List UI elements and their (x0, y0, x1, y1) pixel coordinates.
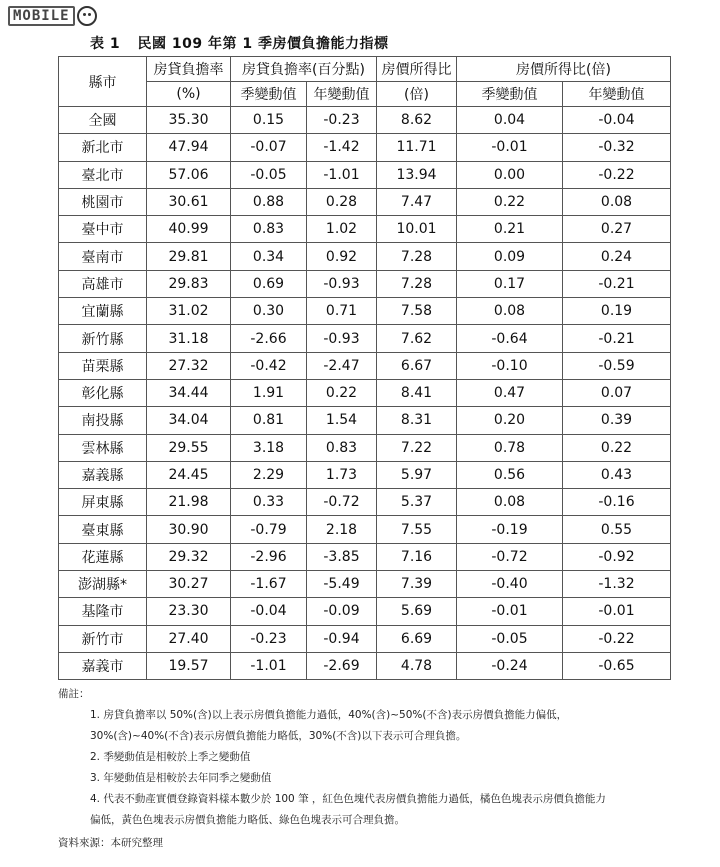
cell-price-income-quarterly: -0.19 (457, 516, 563, 543)
cell-county: 全國 (59, 107, 147, 134)
cell-price-income-quarterly: 0.09 (457, 243, 563, 270)
cell-mortgage-quarterly: 0.30 (231, 298, 307, 325)
table-row (59, 216, 671, 243)
cell-mortgage-ratio: 29.55 (147, 434, 231, 461)
note-4: 4. 代表不動產實價登錄資料樣本數少於 100 筆 ，紅色色塊代表房價負擔能力過低，橘色色塊表示房價負擔能力 (90, 793, 606, 805)
table-row (59, 270, 671, 297)
table-row (59, 625, 671, 652)
cell-mortgage-annual: -5.49 (307, 571, 377, 598)
header-mortgage-ratio: 房貸負擔率 (147, 57, 231, 82)
cell-price-income-quarterly: -0.10 (457, 352, 563, 379)
table-title: 民國 109 年第 1 季房價負擔能力指標 (137, 36, 389, 52)
header-price-income-annual: 年變動值 (563, 82, 671, 107)
cell-mortgage-quarterly: -1.01 (231, 652, 307, 679)
cell-mortgage-quarterly: -0.04 (231, 598, 307, 625)
cell-price-income-quarterly: 0.00 (457, 161, 563, 188)
table-row (59, 543, 671, 570)
cell-price-income-annual: 0.19 (563, 298, 671, 325)
cell-price-income-quarterly: 0.47 (457, 379, 563, 406)
cell-mortgage-ratio: 35.30 (147, 107, 231, 134)
housing-affordability-table (58, 56, 671, 680)
cell-mortgage-annual: -2.69 (307, 652, 377, 679)
cell-mortgage-quarterly: 3.18 (231, 434, 307, 461)
cell-county: 臺中市 (59, 216, 147, 243)
cell-mortgage-ratio: 29.81 (147, 243, 231, 270)
cell-mortgage-ratio: 29.32 (147, 543, 231, 570)
cell-price-income-annual: -0.21 (563, 270, 671, 297)
cell-price-income-annual: -0.22 (563, 161, 671, 188)
cell-price-income-quarterly: 0.22 (457, 188, 563, 215)
cell-price-income-annual: 0.07 (563, 379, 671, 406)
table-row (59, 461, 671, 488)
cell-price-income: 7.55 (377, 516, 457, 543)
cell-mortgage-ratio: 27.40 (147, 625, 231, 652)
table-row (59, 434, 671, 461)
cell-price-income: 10.01 (377, 216, 457, 243)
cell-mortgage-annual: 0.22 (307, 379, 377, 406)
table-row (59, 352, 671, 379)
cell-price-income-quarterly: -0.40 (457, 571, 563, 598)
cell-price-income: 5.69 (377, 598, 457, 625)
note-1: 1. 房貸負擔率以 50%(含)以上表示房價負擔能力過低，40%(含)~50%(不含)表示房價負擔能力偏低， (90, 709, 568, 721)
cell-mortgage-annual: -0.09 (307, 598, 377, 625)
cell-mortgage-ratio: 23.30 (147, 598, 231, 625)
cell-county: 南投縣 (59, 407, 147, 434)
cell-mortgage-annual: -0.94 (307, 625, 377, 652)
cell-price-income-annual: 0.24 (563, 243, 671, 270)
cell-price-income: 7.39 (377, 571, 457, 598)
cell-mortgage-quarterly: 0.15 (231, 107, 307, 134)
cell-price-income: 7.58 (377, 298, 457, 325)
cell-price-income-annual: -0.32 (563, 134, 671, 161)
cell-mortgage-quarterly: 0.33 (231, 489, 307, 516)
cell-price-income: 6.69 (377, 625, 457, 652)
cell-county: 花蓮縣 (59, 543, 147, 570)
cell-county: 屏東縣 (59, 489, 147, 516)
cell-mortgage-annual: -0.93 (307, 325, 377, 352)
cell-mortgage-ratio: 34.04 (147, 407, 231, 434)
cell-county: 桃園市 (59, 188, 147, 215)
cell-mortgage-ratio: 31.18 (147, 325, 231, 352)
cell-mortgage-annual: -1.42 (307, 134, 377, 161)
cell-price-income-quarterly: -0.01 (457, 598, 563, 625)
note-3: 3. 年變動值是相較於去年同季之變動值 (90, 772, 272, 784)
cell-price-income-annual: -0.22 (563, 625, 671, 652)
cell-price-income: 11.71 (377, 134, 457, 161)
cell-price-income-annual: -0.92 (563, 543, 671, 570)
cell-mortgage-quarterly: -0.23 (231, 625, 307, 652)
cell-county: 苗栗縣 (59, 352, 147, 379)
cell-price-income-annual: -0.59 (563, 352, 671, 379)
cell-county: 臺北市 (59, 161, 147, 188)
cell-price-income-quarterly: 0.08 (457, 298, 563, 325)
cell-county: 雲林縣 (59, 434, 147, 461)
cell-mortgage-ratio: 57.06 (147, 161, 231, 188)
cell-mortgage-quarterly: 0.34 (231, 243, 307, 270)
cell-county: 嘉義縣 (59, 461, 147, 488)
cell-mortgage-ratio: 24.45 (147, 461, 231, 488)
table-row (59, 379, 671, 406)
cell-county: 新竹市 (59, 625, 147, 652)
cell-county: 嘉義市 (59, 652, 147, 679)
table-row (59, 516, 671, 543)
cell-price-income-annual: 0.55 (563, 516, 671, 543)
cell-mortgage-ratio: 30.90 (147, 516, 231, 543)
cell-mortgage-ratio: 34.44 (147, 379, 231, 406)
cell-price-income: 6.67 (377, 352, 457, 379)
cell-price-income: 8.62 (377, 107, 457, 134)
cell-county: 澎湖縣* (59, 571, 147, 598)
cell-county: 高雄市 (59, 270, 147, 297)
cell-mortgage-ratio: 40.99 (147, 216, 231, 243)
cell-mortgage-annual: 0.71 (307, 298, 377, 325)
table-row (59, 188, 671, 215)
data-source: 資料來源：本研究整理 (58, 837, 163, 849)
notes-heading: 備註： (58, 688, 90, 700)
cell-mortgage-quarterly: 1.91 (231, 379, 307, 406)
note-4-continued: 偏低，黃色色塊表示房價負擔能力略低、綠色色塊表示可合理負擔。 (90, 814, 405, 826)
header-mortgage-ratio-unit: (%) (147, 82, 231, 107)
header-mortgage-change-group: 房貸負擔率(百分點) (231, 57, 377, 82)
cell-mortgage-annual: -0.72 (307, 489, 377, 516)
table-row (59, 161, 671, 188)
note-1-continued: 30%(含)~40%(不含)表示房價負擔能力略低，30%(不含)以下表示可合理負擔。 (90, 730, 467, 742)
cell-price-income-annual: -0.04 (563, 107, 671, 134)
cell-price-income: 8.41 (377, 379, 457, 406)
cell-price-income-quarterly: -0.72 (457, 543, 563, 570)
cell-price-income: 7.28 (377, 243, 457, 270)
cell-mortgage-ratio: 27.32 (147, 352, 231, 379)
cell-price-income-annual: -0.01 (563, 598, 671, 625)
cell-price-income-quarterly: 0.78 (457, 434, 563, 461)
cell-price-income-annual: -0.65 (563, 652, 671, 679)
cell-price-income: 5.37 (377, 489, 457, 516)
header-mortgage-quarterly: 季變動值 (231, 82, 307, 107)
table-row (59, 243, 671, 270)
cell-price-income-quarterly: 0.17 (457, 270, 563, 297)
cell-mortgage-quarterly: -2.96 (231, 543, 307, 570)
cell-price-income: 8.31 (377, 407, 457, 434)
cell-price-income-quarterly: 0.56 (457, 461, 563, 488)
table-row (59, 598, 671, 625)
cell-price-income: 7.62 (377, 325, 457, 352)
cell-county: 新北市 (59, 134, 147, 161)
cell-mortgage-quarterly: -0.07 (231, 134, 307, 161)
cell-mortgage-ratio: 30.61 (147, 188, 231, 215)
table-row (59, 325, 671, 352)
cell-mortgage-ratio: 29.83 (147, 270, 231, 297)
cell-price-income-annual: 0.39 (563, 407, 671, 434)
cell-price-income-annual: 0.43 (563, 461, 671, 488)
cell-price-income-annual: 0.08 (563, 188, 671, 215)
face-icon (77, 6, 97, 26)
cell-mortgage-quarterly: 0.88 (231, 188, 307, 215)
cell-mortgage-annual: 1.02 (307, 216, 377, 243)
cell-price-income-annual: -0.16 (563, 489, 671, 516)
cell-mortgage-annual: 0.28 (307, 188, 377, 215)
cell-price-income: 5.97 (377, 461, 457, 488)
cell-mortgage-annual: 0.92 (307, 243, 377, 270)
header-price-income-quarterly: 季變動值 (457, 82, 563, 107)
cell-mortgage-ratio: 19.57 (147, 652, 231, 679)
cell-mortgage-quarterly: -0.79 (231, 516, 307, 543)
header-price-income-change-group: 房價所得比(倍) (457, 57, 671, 82)
cell-mortgage-annual: -0.93 (307, 270, 377, 297)
cell-price-income-quarterly: 0.04 (457, 107, 563, 134)
cell-price-income-quarterly: -0.01 (457, 134, 563, 161)
cell-mortgage-quarterly: -0.42 (231, 352, 307, 379)
cell-price-income-quarterly: 0.20 (457, 407, 563, 434)
header-county: 縣市 (59, 57, 147, 107)
table-number: 表 1 (90, 36, 121, 52)
table-row (59, 298, 671, 325)
cell-price-income-quarterly: 0.21 (457, 216, 563, 243)
cell-mortgage-annual: -2.47 (307, 352, 377, 379)
cell-county: 臺東縣 (59, 516, 147, 543)
cell-mortgage-annual: 1.54 (307, 407, 377, 434)
cell-price-income-quarterly: -0.05 (457, 625, 563, 652)
cell-mortgage-annual: 2.18 (307, 516, 377, 543)
cell-mortgage-ratio: 31.02 (147, 298, 231, 325)
cell-mortgage-annual: -0.23 (307, 107, 377, 134)
cell-price-income-quarterly: -0.64 (457, 325, 563, 352)
cell-county: 基隆市 (59, 598, 147, 625)
cell-price-income: 13.94 (377, 161, 457, 188)
table-row (59, 407, 671, 434)
cell-mortgage-quarterly: -0.05 (231, 161, 307, 188)
cell-mortgage-quarterly: 2.29 (231, 461, 307, 488)
cell-price-income-quarterly: -0.24 (457, 652, 563, 679)
cell-price-income-annual: 0.22 (563, 434, 671, 461)
table-row (59, 652, 671, 679)
table-caption (90, 33, 388, 53)
cell-mortgage-annual: 0.83 (307, 434, 377, 461)
cell-price-income: 4.78 (377, 652, 457, 679)
note-2: 2. 季變動值是相較於上季之變動值 (90, 751, 251, 763)
cell-price-income-annual: -1.32 (563, 571, 671, 598)
table-row (59, 134, 671, 161)
cell-mortgage-ratio: 47.94 (147, 134, 231, 161)
cell-price-income-annual: -0.21 (563, 325, 671, 352)
cell-mortgage-annual: 1.73 (307, 461, 377, 488)
mobile01-logo (8, 4, 97, 28)
header-mortgage-annual: 年變動值 (307, 82, 377, 107)
cell-mortgage-quarterly: -2.66 (231, 325, 307, 352)
cell-price-income: 7.22 (377, 434, 457, 461)
logo-text: MOBILE (8, 6, 75, 26)
table-row (59, 489, 671, 516)
cell-mortgage-quarterly: 0.69 (231, 270, 307, 297)
cell-mortgage-ratio: 21.98 (147, 489, 231, 516)
header-price-income: 房價所得比 (377, 57, 457, 82)
cell-county: 臺南市 (59, 243, 147, 270)
cell-county: 彰化縣 (59, 379, 147, 406)
cell-price-income-annual: 0.27 (563, 216, 671, 243)
cell-mortgage-quarterly: 0.81 (231, 407, 307, 434)
cell-mortgage-quarterly: 0.83 (231, 216, 307, 243)
cell-price-income-quarterly: 0.08 (457, 489, 563, 516)
cell-mortgage-annual: -1.01 (307, 161, 377, 188)
table-row (59, 107, 671, 134)
notes-section (58, 684, 698, 854)
cell-mortgage-ratio: 30.27 (147, 571, 231, 598)
cell-mortgage-quarterly: -1.67 (231, 571, 307, 598)
cell-county: 新竹縣 (59, 325, 147, 352)
header-price-income-unit: (倍) (377, 82, 457, 107)
cell-price-income: 7.28 (377, 270, 457, 297)
cell-price-income: 7.16 (377, 543, 457, 570)
table-row (59, 571, 671, 598)
cell-mortgage-annual: -3.85 (307, 543, 377, 570)
cell-county: 宜蘭縣 (59, 298, 147, 325)
cell-price-income: 7.47 (377, 188, 457, 215)
